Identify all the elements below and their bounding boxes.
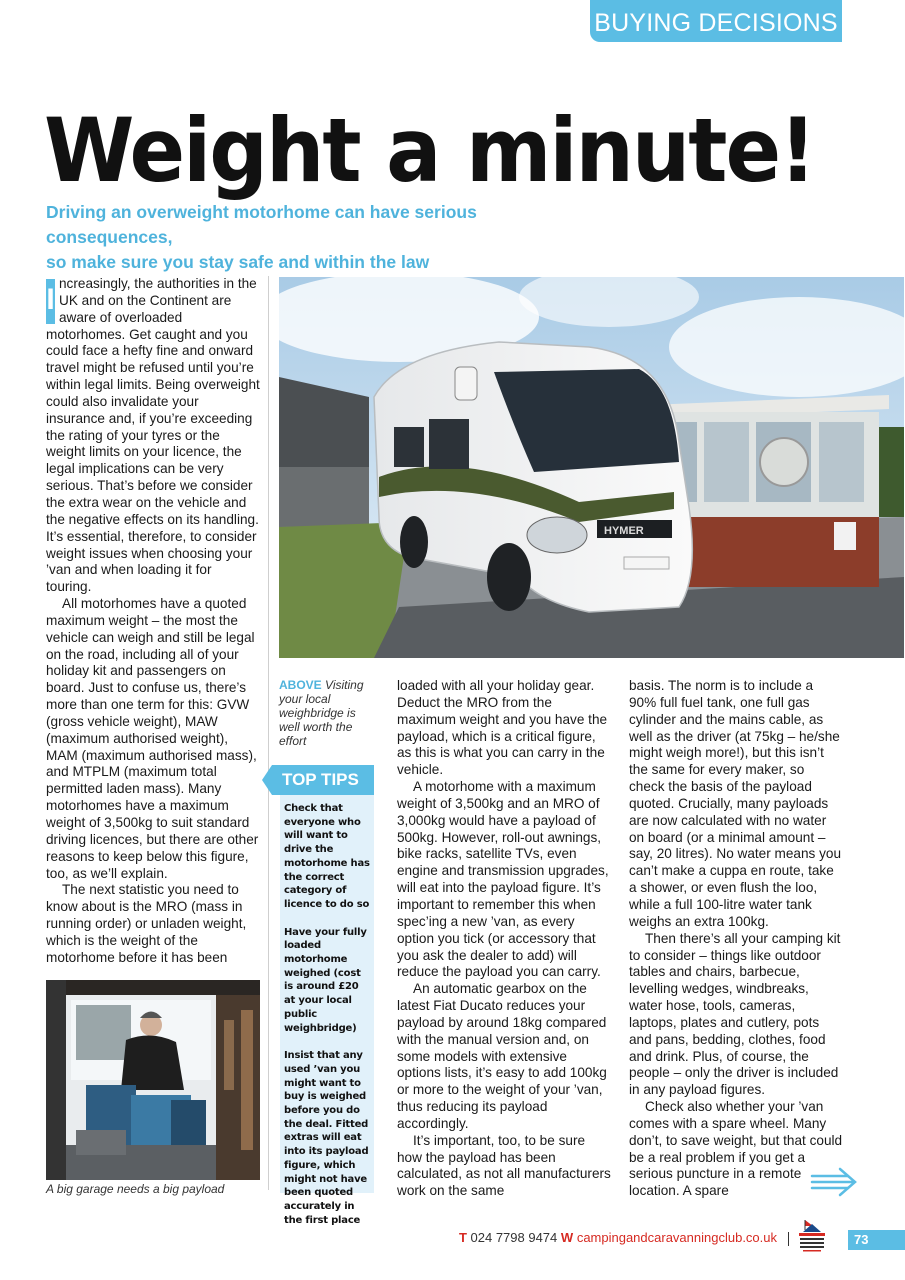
tel-label: T (458, 1230, 467, 1245)
body-paragraph: It’s important, too, to be sure how the payload has been calculated, as not all manufacturers work on the same (397, 1132, 611, 1199)
body-paragraph: I ncreasingly, the authorities in the UK and on the Continent are aware of overloaded motorhomes. Get caught and you could face a hefty fine and onward travel might be refused until you’re within legal limits. Being overweight could also invalidate your insurance and, if you’re exceeding the rating of your tyres or the weight limits on your licence, the legal implications can be very serious. That’s before we consider the extra wear on the vehicle and the negative effects on its handling. It’s essential, therefore, to consider weight issues when choosing your ’van and when loading it for touring. (46, 276, 260, 595)
body-paragraph: All motorhomes have a quoted maximum weight – the most the vehicle can weigh and still be legal on the road, including all of your holiday kit and passengers on board. Just to confuse us, there’s more than one term for this: GVW (gross vehicle weight), MAW (maximum authorised weight), MAM (maximum authorised mass), and MTPLM (maximum total permitted laden mass). Many motorhomes have a maximum weight of 3,500kg to suit standard driving licences, but there are other reasons to keep below this figure, too, as we’ll explain. (46, 596, 259, 881)
caption-label: ABOVE (279, 678, 322, 692)
drop-cap: I (46, 279, 55, 324)
garage-caption: A big garage needs a big payload (46, 1182, 225, 1196)
body-paragraph: The next statistic you need to know about is the MRO (mass in running order) or unladen weight, which is the weight of the motorhome before it has been (46, 882, 247, 965)
body-paragraph: A motorhome with a maximum weight of 3,500kg and an MRO of 3,000kg would have a payload of 500kg. However, roll-out awnings, bike racks, satellite TVs, even engine and transmission upgrades, will eat into the payload figure. It’s important to remember this when spec’ing a new ’van, as every option you tick (or accessory that you ask the dealer to add) will reduce the payload you can carry. (397, 779, 609, 980)
footer-contact (459, 1230, 777, 1245)
body-column-3 (397, 678, 611, 1200)
page-footer (0, 1230, 905, 1250)
hymer-badge: HYMER (604, 525, 644, 537)
top-tips-box (280, 795, 374, 1226)
tip-item: Check that everyone who will want to drive the motorhome has the correct category of licence to do so (284, 803, 370, 910)
body-paragraph: Then there’s all your camping kit to consider – things like outdoor tables and chairs, barbecue, levelling wedges, windbreaks, water hose, tools, cameras, laptops, plates and cutlery, pots and pans, bedding, clothes, food and drink. Plus, of course, the people – only the driver is included in any payload figures. (629, 930, 841, 1098)
body-paragraph: An automatic gearbox on the latest Fiat Ducato reduces your payload by around 18kg compared with the manual version and, on some models with extensive options lists, it’s easy to add 100kg or more to the weight of your ’van, thus reducing its payload accordingly. (397, 981, 607, 1131)
continue-arrow-icon (810, 1166, 858, 1198)
body-paragraph: loaded with all your holiday gear. Deduct the MRO from the maximum weight and you have the payload, which is a critical figure, as this is what you can carry in the vehicle. (397, 678, 608, 778)
body-paragraph: basis. The norm is to include a 90% full fuel tank, one full gas cylinder and the mains cable, as well as the driver (at 75kg – he/she might weigh more!), but this isn’t the same for every maker, so check the basis of the payload quoted. Crucially, many payloads are now calculated with no water on board (or a minimal amount – say, 20 litres). No water means you can’t make a cuppa en route, take a shower, or even flush the loo, while a full 100-litre water tank weighs an extra 100kg. (629, 678, 842, 929)
body-paragraph: Check also whether your ’van comes with a spare wheel. Many don’t, to save weight, but that could be a real problem if you get a serious puncture in a remote location. A spare (629, 1099, 843, 1199)
top-tips-title: TOP TIPS (282, 770, 359, 789)
tip-item: Have your fully loaded motorhome weighed (cost is around £20 at your local public weighbridge) (284, 926, 367, 1034)
footer-separator (788, 1232, 789, 1246)
section-label: BUYING DECISIONS (590, 0, 842, 42)
top-tips-header (262, 765, 374, 795)
footer-telephone: 024 7798 9474 (470, 1230, 558, 1245)
standfirst-line-1: Driving an overweight motorhome can have serious consequences, (46, 202, 477, 247)
web-label: W (560, 1230, 574, 1245)
motorhome-weighbridge-photo (279, 277, 904, 658)
column-divider (268, 276, 269, 1190)
body-column-1 (46, 276, 260, 967)
photo-caption: ABOVE Visiting your local weighbridge is well worth the effort (279, 678, 364, 748)
club-logo (797, 1216, 827, 1254)
tip-item: Insist that any used ’van you might want to buy is weighed before you do the deal. Fitted extras will eat into its payload figure, which might not have been quoted accurately in the first place (284, 1050, 369, 1226)
body-column-4 (629, 678, 843, 1200)
headline: Weight a minute! (44, 100, 815, 203)
page-number: 73 (848, 1230, 905, 1250)
standfirst-line-2: so make sure you stay safe and within the law (46, 252, 430, 272)
footer-website-link[interactable]: campingandcaravanningclub.co.uk (576, 1230, 777, 1245)
standfirst (46, 200, 606, 275)
garage-loading-photo (46, 980, 260, 1180)
